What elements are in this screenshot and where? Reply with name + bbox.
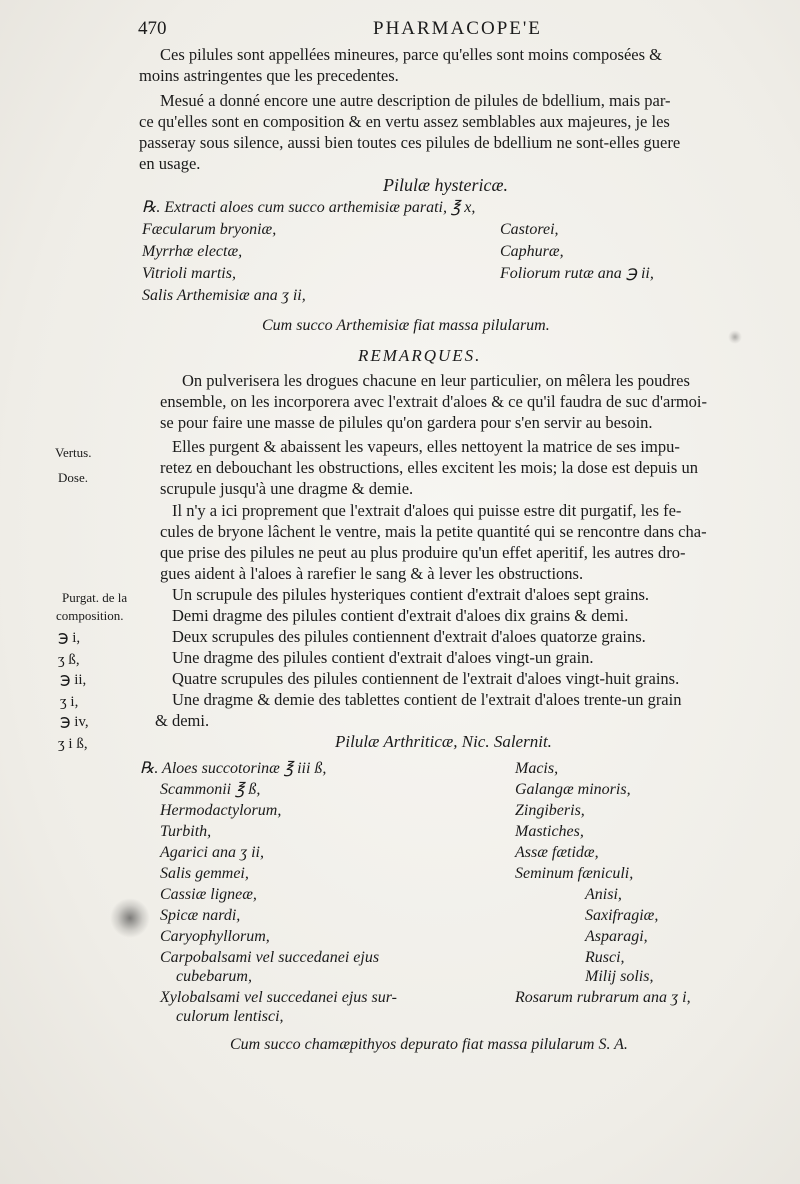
ingredient: Anisi, <box>585 886 622 903</box>
running-title: PHARMACOPE'E <box>373 18 542 39</box>
ingredient: Salis gemmei, <box>160 865 249 882</box>
ingredient: Caphuræ, <box>500 243 564 260</box>
ingredient: Carpobalsami vel succedanei ejus <box>160 949 380 966</box>
ingredient: Salis Arthemisiæ ana ʒ ii, <box>142 287 306 304</box>
recipe-closing: Cum succo Arthemisiæ fiat massa pilularum. <box>262 317 550 334</box>
ingredient: Assæ fætidæ, <box>515 844 599 861</box>
ingredient: Rosarum rubrarum ana ʒ i, <box>515 989 691 1006</box>
ingredient: Myrrhæ electæ, <box>142 243 243 260</box>
ingredient: Saxifragiæ, <box>585 907 659 924</box>
ingredient: Milij solis, <box>585 968 654 985</box>
ingredient: Vitrioli martis, <box>142 265 236 282</box>
remarque-line: gues aident à l'aloes à rarefier le sang & à lever les obstructions. <box>160 564 584 583</box>
remarque-line: scrupule jusqu'à une dragme & demie. <box>160 479 414 498</box>
margin-dose: ℈ i, <box>58 630 81 646</box>
remarque-line: Demi dragme des pilules contient d'extrait d'aloes dix grains & demi. <box>172 606 629 625</box>
remarque-line: On pulverisera les drogues chacune en leur particulier, on mêlera les poudres <box>182 371 690 390</box>
recipe-title: Pilulæ Arthriticæ, Nic. Salernit. <box>335 732 552 751</box>
intro-line: ce qu'elles sont en composition & en vertu assez semblables aux majeures, je les <box>139 112 670 131</box>
remarque-line: se pour faire une masse de pilules qu'on gardera pour s'en servir au besoin. <box>160 413 653 432</box>
intro-line: passeray sous silence, aussi bien toutes ces pilules de bdellium ne sont-elles guere <box>139 133 681 152</box>
margin-note-vertus: Vertus. <box>55 445 92 460</box>
recipe-closing: Cum succo chamæpithyos depurato fiat massa pilularum S. A. <box>230 1036 628 1053</box>
intro-line: Ces pilules sont appellées mineures, parce qu'elles sont moins composées & <box>160 45 662 64</box>
ingredient: Zingiberis, <box>515 802 585 819</box>
ingredient: Foliorum rutæ ana ℈ ii, <box>500 265 654 282</box>
remarque-line: ensemble, on les incorporera avec l'extrait d'aloes & ce qu'il faudra de suc d'armoi- <box>160 392 708 411</box>
ingredient: Cassiæ ligneæ, <box>160 886 257 903</box>
ingredient: Macis, <box>515 760 559 777</box>
remarque-line: Il n'y a ici proprement que l'extrait d'aloes qui puisse estre dit purgatif, les fe- <box>172 501 682 520</box>
margin-dose: ℈ ii, <box>60 672 87 688</box>
margin-dose: ℈ iv, <box>60 714 89 730</box>
ingredient: Scammonii ℥ ß, <box>160 781 261 798</box>
ingredient: Agarici ana ʒ ii, <box>160 844 264 861</box>
ingredient: Spicæ nardi, <box>160 907 241 924</box>
margin-dose: ʒ i ß, <box>58 736 88 752</box>
remarque-line: & demi. <box>155 711 210 730</box>
section-heading: REMARQUES. <box>358 346 482 365</box>
ingredient: culorum lentisci, <box>176 1008 284 1025</box>
ink-stain <box>110 898 150 938</box>
ingredient: cubebarum, <box>176 968 252 985</box>
remarque-line: Quatre scrupules des pilules contiennent de l'extrait d'aloes vingt-huit grains. <box>172 669 680 688</box>
remarque-line: Deux scrupules des pilules contiennent d'extrait d'aloes quatorze grains. <box>172 627 646 646</box>
remarque-line: Elles purgent & abaissent les vapeurs, elles nettoyent la matrice de ses impu- <box>172 437 680 456</box>
page-number: 470 <box>138 18 167 39</box>
margin-note-dose: Dose. <box>58 470 88 485</box>
ingredient: Rusci, <box>585 949 625 966</box>
intro-line: Mesué a donné encore une autre description de pilules de bdellium, mais par- <box>160 91 671 110</box>
ingredient: Turbith, <box>160 823 212 840</box>
intro-line: moins astringentes que les precedentes. <box>139 66 399 85</box>
ingredient: Hermodactylorum, <box>160 802 282 819</box>
ingredient: ℞. Extracti aloes cum succo arthemisiæ parati, ℥ x, <box>142 199 476 216</box>
margin-note-purgat: Purgat. de la <box>62 590 128 605</box>
ink-spot <box>728 330 742 344</box>
ingredient: Xylobalsami vel succedanei ejus sur- <box>160 989 397 1006</box>
ingredient: Mastiches, <box>515 823 584 840</box>
intro-line: en usage. <box>139 154 201 173</box>
margin-dose: ʒ ß, <box>58 652 80 668</box>
margin-note-composition: composition. <box>56 608 124 623</box>
ingredient: Galangæ minoris, <box>515 781 631 798</box>
remarque-line: Une dragme & demie des tablettes contient de l'extrait d'aloes trente-un grain <box>172 690 682 709</box>
ingredient: Castorei, <box>500 221 559 238</box>
ingredient: Asparagi, <box>585 928 648 945</box>
remarque-line: retez en debouchant les obstructions, elles excitent les mois; la dose est depuis un <box>160 458 698 477</box>
ingredient: Caryophyllorum, <box>160 928 270 945</box>
remarque-line: cules de bryone lâchent le ventre, mais la petite quantité qui se rencontre dans cha- <box>160 522 707 541</box>
remarque-line: que prise des pilules ne peut au plus produire qu'un effet aperitif, les autres dro- <box>160 543 686 562</box>
recipe-title: Pilulæ hystericæ. <box>383 175 508 195</box>
remarque-line: Une dragme des pilules contient d'extrait d'aloes vingt-un grain. <box>172 648 594 667</box>
ingredient: Fæcularum bryoniæ, <box>142 221 277 238</box>
margin-dose: ʒ i, <box>60 694 79 710</box>
remarque-line: Un scrupule des pilules hysteriques contient d'extrait d'aloes sept grains. <box>172 585 650 604</box>
ingredient: Seminum fæniculi, <box>515 865 634 882</box>
ingredient: ℞. Aloes succotorinæ ℥ iii ß, <box>140 760 327 777</box>
